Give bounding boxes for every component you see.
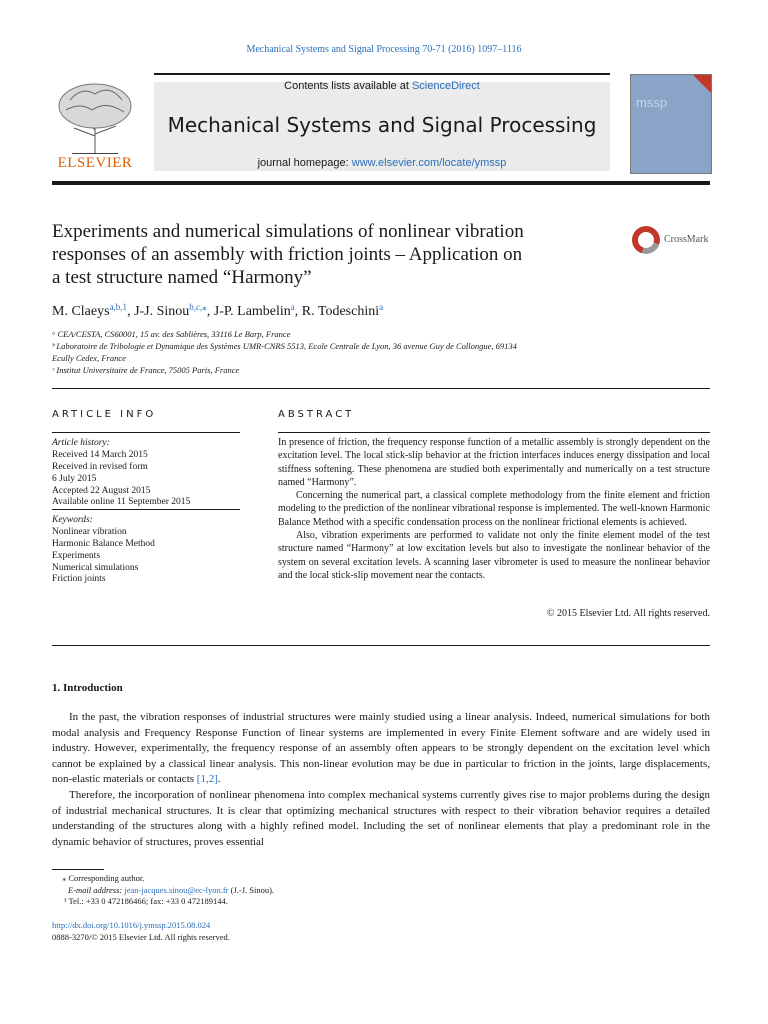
elsevier-wordmark: ELSEVIER: [57, 155, 133, 171]
footnote-tel: ¹ Tel.: +33 0 472186466; fax: +33 0 472189144.: [64, 896, 228, 906]
header-rule-top: [154, 73, 610, 75]
crossmark-button[interactable]: [632, 226, 712, 256]
homepage-link[interactable]: www.elsevier.com/locate/ymssp: [351, 157, 507, 169]
article-title: [52, 220, 627, 289]
affiliation: ᵇ Laboratoire de Tribologie et Dynamique des Systèmes UMR-CNRS 5513, Ecole Centrale de Lyon, 36 avenue Guy de Collongue, 69134: [52, 341, 517, 351]
email-link[interactable]: jean-jacques.sinou@ec-lyon.fr: [124, 885, 229, 895]
abstract-paragraph: Concerning the numerical part, a classical complete methodology from the finite element and friction modeling to the prediction of the nonlinear vibrational response is implemented. The well-known Harmonic Balance Method with a specific condensation process on the nonlinear frictional elements is achieved.: [278, 490, 710, 528]
author-name[interactable]: J-J. Sinou: [134, 304, 190, 319]
header-rule-bottom: [52, 181, 710, 185]
keyword: Experiments: [52, 551, 101, 561]
footnote-corresponding: ⁎ Corresponding author.: [62, 873, 145, 883]
section-rule: [52, 388, 710, 389]
author-sep: ,: [206, 304, 214, 319]
journal-citation-link[interactable]: Mechanical Systems and Signal Processing 70-71 (2016) 1097–1116: [246, 44, 522, 55]
keyword: Nonlinear vibration: [52, 527, 127, 537]
issn-line: 0888-3270/© 2015 Elsevier Ltd. All rights reserved.: [52, 932, 230, 942]
author-sep: ,: [127, 304, 135, 319]
author-sep: ,: [294, 304, 302, 319]
info-rule: [52, 509, 240, 510]
contents-prefix: Contents lists available at: [284, 80, 409, 92]
intro-text: In the past, the vibration responses of industrial structures were mainly studied using a linear analysis. Indeed, numerical simulations for both modal analysis and Frequency Response Function of linear systems are implemented in every Finite Element software and are widely used in industry. However, experimentally, the frequency response of an assembly often appears to be strongly dependent on the excitation level which cannot be explained by a classical linear analysis. This non-linear evolution may be due in particular to friction in the joints, large displacements, non-elastic materials or contacts: [52, 711, 710, 786]
title-line: responses of an assembly with friction joints – Application on: [52, 244, 523, 265]
history-item: Available online 11 September 2015: [52, 497, 191, 507]
doi-link[interactable]: http://dx.doi.org/10.1016/j.ymssp.2015.08.024: [52, 920, 211, 930]
journal-cover-image[interactable]: [630, 74, 712, 174]
author-name[interactable]: R. Todeschini: [301, 304, 380, 319]
journal-title: Mechanical Systems and Signal Processing: [167, 113, 597, 137]
author-name[interactable]: M. Claeys: [52, 304, 110, 319]
intro-body: [52, 710, 710, 850]
affiliation: Ecully Cedex, France: [52, 353, 126, 363]
affiliation: ᵃ CEA/CESTA, CS60001, 15 av. des Sablières, 33116 Le Barp, France: [52, 329, 291, 339]
footnote-rule: [52, 869, 104, 870]
keyword: Friction joints: [52, 574, 106, 584]
email-label: E-mail address:: [68, 885, 123, 895]
article-info-heading: ARTICLE INFO: [52, 409, 157, 420]
keyword: Harmonic Balance Method: [52, 539, 155, 549]
author-affil-sup[interactable]: a: [379, 302, 384, 312]
author-name[interactable]: J-P. Lambelin: [213, 304, 291, 319]
intro-text: .: [217, 773, 221, 786]
email-name: (J.-J. Sinou).: [230, 885, 275, 895]
crossmark-label: CrossMark: [664, 234, 709, 245]
title-line: Experiments and numerical simulations of nonlinear vibration: [52, 221, 524, 242]
abstract-copyright: © 2015 Elsevier Ltd. All rights reserved.: [546, 608, 710, 619]
tree-icon: [52, 80, 138, 154]
history-item: 6 July 2015: [52, 474, 97, 484]
history-item: Accepted 22 August 2015: [52, 486, 151, 496]
abstract-heading: ABSTRACT: [278, 409, 355, 420]
title-line: a test structure named “Harmony”: [52, 267, 312, 288]
intro-paragraph: Therefore, the incorporation of nonlinear phenomena into complex mechanical systems currently gives rise to major problems during the design of industrial mechanical structures. It is clear that optimizing mechanical structures with respect to their vibration behavior requires a detailed understanding of the structures along with a highly refined model. Including the set of nonlinear elements that play a predominant role in the dynamic behavior of structures, proves essential: [52, 788, 710, 848]
section-rule: [52, 645, 710, 646]
info-rule: [52, 432, 240, 433]
keyword: Numerical simulations: [52, 563, 139, 573]
affiliation: ᶜ Institut Universitaire de France, 75005 Paris, France: [52, 365, 240, 375]
intro-paragraph: [52, 710, 710, 788]
author-list: [52, 302, 383, 320]
footnote-email: [68, 885, 274, 897]
history-label: Article history:: [52, 438, 110, 448]
abstract-paragraph: Also, vibration experiments are performed to validate not only the finite element model of the test structure named “Harmony” at low excitation levels but also to investigate the nonlinear behavior of the system on several excitation levels. A scanning laser vibrometer is used to measure the nonlinear behavior and the local stick-slip movement near the contacts.: [278, 530, 710, 581]
author-affil-sup[interactable]: b,c,⁎: [189, 302, 207, 312]
author-affil-sup[interactable]: a,b,1: [109, 302, 128, 312]
citation-link[interactable]: [1,2]: [196, 773, 218, 786]
abstract-body: [278, 436, 710, 582]
section-heading: 1. Introduction: [52, 682, 123, 694]
abstract-rule: [278, 432, 710, 433]
cover-corner-ribbon: [693, 75, 711, 93]
author-affil-sup[interactable]: a: [290, 302, 295, 312]
homepage-prefix: journal homepage:: [257, 157, 349, 169]
cover-label: mssp: [636, 95, 668, 110]
elsevier-logo: [52, 80, 138, 172]
history-item: Received 14 March 2015: [52, 450, 148, 460]
contents-line: [154, 80, 610, 92]
sciencedirect-link[interactable]: ScienceDirect: [411, 80, 480, 92]
homepage-line: [154, 157, 610, 169]
history-item: Received in revised form: [52, 462, 148, 472]
abstract-paragraph: In presence of friction, the frequency response function of a metallic assembly is strongly dependent on the excitation level. The local stick-slip behavior at the friction interfaces induces energy dissipation and local stiffness softening. These phenomena are studied both experimentally and numerically on a test structure named “Harmony”.: [278, 437, 710, 488]
crossmark-icon: [632, 226, 660, 254]
keywords-label: Keywords:: [52, 515, 93, 525]
